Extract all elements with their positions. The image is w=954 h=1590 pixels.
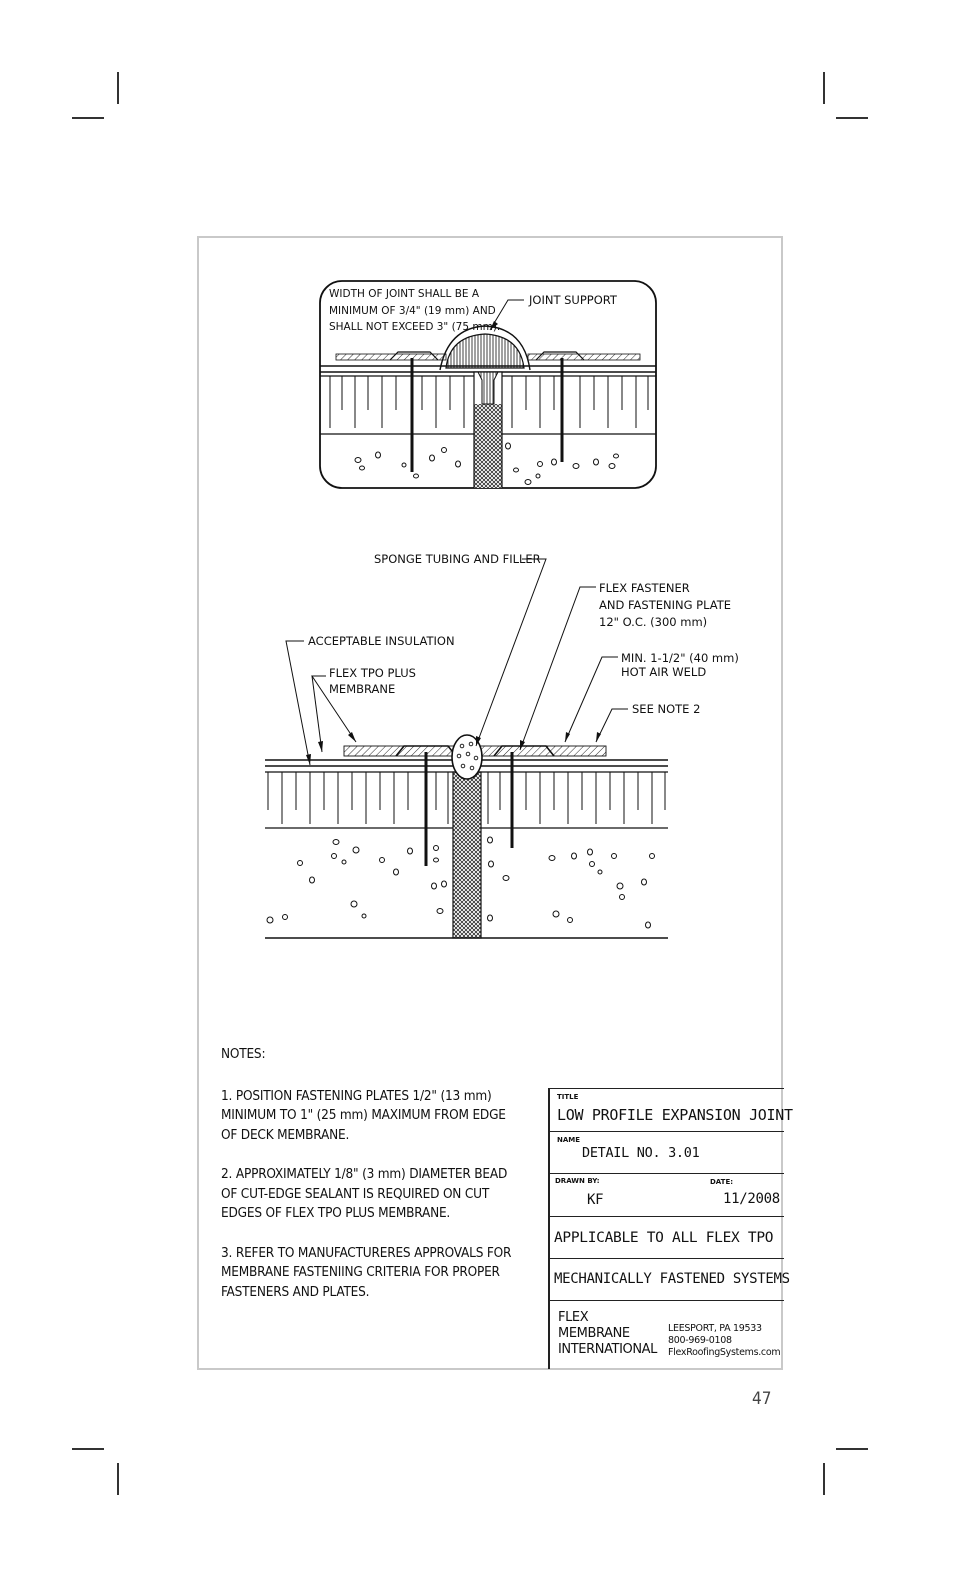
insulation-label: ACCEPTABLE INSULATION bbox=[308, 634, 455, 648]
membrane-label-line: MEMBRANE bbox=[329, 682, 396, 696]
joint-support-label: JOINT SUPPORT bbox=[529, 293, 617, 307]
title-block bbox=[548, 1088, 793, 1369]
systems-row bbox=[550, 1258, 790, 1301]
see-note-label: SEE NOTE 2 bbox=[632, 702, 701, 716]
weld-label-line: MIN. 1-1/2" (40 mm) bbox=[621, 651, 739, 665]
detail-number: DETAIL NO. 3.01 bbox=[582, 1145, 700, 1161]
company-address bbox=[668, 1323, 780, 1359]
membrane-label-line: FLEX TPO PLUS bbox=[329, 666, 416, 680]
address-line: FlexRoofingSystems.com bbox=[668, 1347, 781, 1358]
detail-1 bbox=[320, 281, 656, 492]
note-item: 1. POSITION FASTENING PLATES 1/2" (13 mm) MINIMUM TO 1" (25 mm) MAXIMUM FROM EDGE OF DECK MEMBRANE. bbox=[221, 1087, 506, 1143]
drawing-title: LOW PROFILE EXPANSION JOINT bbox=[557, 1106, 793, 1124]
address-line: LEESPORT, PA 19533 bbox=[668, 1323, 762, 1334]
title-label: TITLE bbox=[557, 1093, 579, 1101]
company-row bbox=[550, 1300, 784, 1370]
note-item: 2. APPROXIMATELY 1/8" (3 mm) DIAMETER BEAD OF CUT-EDGE SEALANT IS REQUIRED ON CUT EDGES OF FLEX TPO PLUS MEMBRANE. bbox=[221, 1166, 508, 1221]
note-item: 3. REFER TO MANUFACTURERES APPROVALS FOR MEMBRANE FASTENIING CRITERIA FOR PROPER FASTENERS AND PLATES. bbox=[221, 1244, 512, 1300]
width-note-line: MINIMUM OF 3/4" (19 mm) AND bbox=[329, 305, 496, 317]
name-label: NAME bbox=[557, 1136, 581, 1144]
title-row bbox=[550, 1088, 793, 1132]
detail-2 bbox=[265, 552, 739, 938]
fastener-label-line: FLEX FASTENER bbox=[599, 581, 690, 595]
notes-heading: NOTES: bbox=[221, 1046, 266, 1062]
notes-section bbox=[221, 1045, 521, 1322]
page-number: 47 bbox=[752, 1389, 772, 1409]
fastener-label-line: 12" O.C. (300 mm) bbox=[599, 615, 708, 629]
drawn-row bbox=[550, 1173, 784, 1217]
width-note-line: SHALL NOT EXCEED 3" (75 mm). bbox=[329, 321, 501, 333]
date-value: 11/2008 bbox=[723, 1191, 780, 1207]
name-row bbox=[550, 1131, 784, 1174]
company-line: FLEX bbox=[558, 1310, 589, 1325]
sponge-tubing-label: SPONGE TUBING AND FILLER bbox=[374, 552, 541, 566]
company-line: INTERNATIONAL bbox=[558, 1342, 658, 1357]
weld-label-line: HOT AIR WELD bbox=[621, 665, 707, 679]
width-note-line: WIDTH OF JOINT SHALL BE A bbox=[329, 288, 480, 300]
company-line: MEMBRANE bbox=[558, 1326, 630, 1341]
drawn-by-value: KF bbox=[587, 1192, 604, 1208]
company-name bbox=[558, 1310, 657, 1358]
applicable-row bbox=[550, 1216, 784, 1259]
address-line: 800-969-0108 bbox=[668, 1335, 732, 1346]
systems-text: MECHANICALLY FASTENED SYSTEMS bbox=[554, 1271, 790, 1287]
date-label: DATE: bbox=[710, 1178, 734, 1186]
drawn-by-label: DRAWN BY: bbox=[555, 1177, 600, 1185]
fastener-label-line: AND FASTENING PLATE bbox=[599, 598, 732, 612]
applicable-text: APPLICABLE TO ALL FLEX TPO bbox=[554, 1230, 774, 1246]
